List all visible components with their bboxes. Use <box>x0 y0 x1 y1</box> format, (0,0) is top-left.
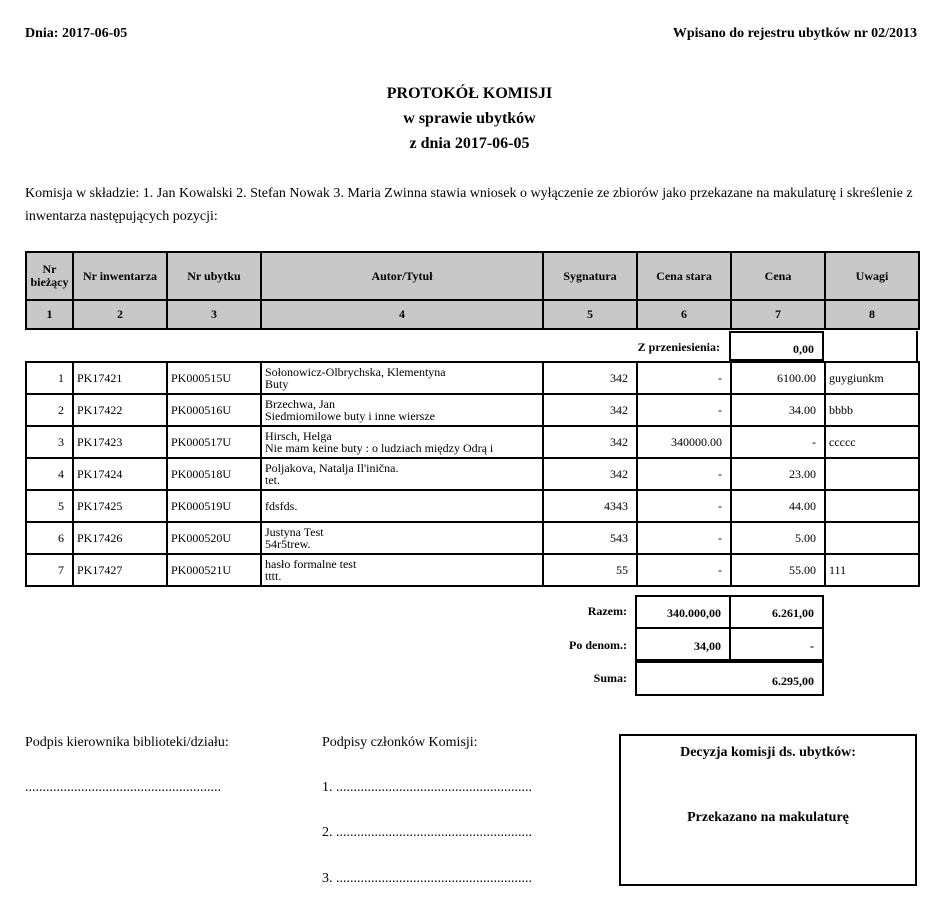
table-row <box>26 362 919 394</box>
table-row <box>26 490 919 522</box>
sum-label: Suma: <box>593 671 627 685</box>
price-cell: 44.00 <box>731 490 825 522</box>
old-price-cell: - <box>637 394 731 426</box>
title-text: Siedmiomilowe buty i inne wiersze <box>265 409 435 423</box>
inventory-number-cell: PK17424 <box>73 458 167 490</box>
title-text: tet. <box>265 473 280 487</box>
author-title-cell <box>261 554 543 586</box>
document-date: Dnia: 2017-06-05 <box>25 26 128 41</box>
author-text: Brzechwa, Jan <box>265 397 335 411</box>
table-row <box>26 554 919 586</box>
sum-value: 6.295,00 <box>635 661 824 696</box>
loss-number-cell: PK000515U <box>167 362 261 394</box>
notes-cell: 111 <box>825 554 919 586</box>
table-row <box>26 394 919 426</box>
inventory-number-cell: PK17421 <box>73 362 167 394</box>
col-number: 1 <box>26 300 73 329</box>
row-number-cell: 3 <box>26 426 73 458</box>
notes-cell <box>825 458 919 490</box>
decision-text: Przekazano na makulaturę <box>687 810 849 825</box>
loss-number-cell: PK000516U <box>167 394 261 426</box>
old-price-cell: - <box>637 490 731 522</box>
price-cell: 6100.00 <box>731 362 825 394</box>
inventory-number-cell: PK17426 <box>73 522 167 554</box>
loss-number-cell: PK000517U <box>167 426 261 458</box>
col-number: 4 <box>261 300 543 329</box>
member-signature-line-3: 3. ........................................................ <box>322 871 532 886</box>
author-text: Hirsch, Helga <box>265 429 332 443</box>
carry-over-label: Z przeniesienia: <box>637 340 720 354</box>
table-row <box>26 522 919 554</box>
loss-number-cell: PK000520U <box>167 522 261 554</box>
signature-cell: 342 <box>543 362 637 394</box>
notes-cell: ccccc <box>825 426 919 458</box>
signature-cell: 543 <box>543 522 637 554</box>
row-number-cell: 2 <box>26 394 73 426</box>
notes-cell: bbbb <box>825 394 919 426</box>
col-number: 2 <box>73 300 167 329</box>
signature-cell: 342 <box>543 426 637 458</box>
signature-cell: 4343 <box>543 490 637 522</box>
title-text: Nie mam keine buty : o ludziach między Odrą i <box>265 441 494 455</box>
author-title-cell <box>261 362 543 394</box>
col-header-old-price: Cena stara <box>637 252 731 300</box>
row-number-cell: 1 <box>26 362 73 394</box>
price-cell: - <box>731 426 825 458</box>
loss-number-cell: PK000519U <box>167 490 261 522</box>
col-number: 8 <box>825 300 919 329</box>
total-old-price: 340.000,00 <box>635 595 731 629</box>
member-signature-line-2: 2. ........................................................ <box>322 825 532 840</box>
notes-cell: guygiunkm <box>825 362 919 394</box>
author-text: Poljakova, Natalja Il'inična. <box>265 461 399 475</box>
table-row <box>26 426 919 458</box>
author-text: hasło formalne test <box>265 557 357 571</box>
col-header-author-title: Autor/Tytuł <box>261 252 543 300</box>
total-label: Razem: <box>587 604 627 618</box>
table-row <box>26 458 919 490</box>
row-number-cell: 4 <box>26 458 73 490</box>
col-header-signature: Sygnatura <box>543 252 637 300</box>
inventory-number-cell: PK17423 <box>73 426 167 458</box>
decision-box <box>619 734 917 886</box>
col-header-inventory: Nr inwentarza <box>73 252 167 300</box>
row-number-cell: 5 <box>26 490 73 522</box>
col-header-notes: Uwagi <box>825 252 919 300</box>
col-number: 5 <box>543 300 637 329</box>
price-cell: 55.00 <box>731 554 825 586</box>
loss-number-cell: PK000518U <box>167 458 261 490</box>
manager-signature-label: Podpis kierownika biblioteki/działu: <box>25 735 229 750</box>
register-number: Wpisano do rejestru ubytków nr 02/2013 <box>672 26 917 41</box>
denomination-price: - <box>729 627 824 661</box>
col-number: 7 <box>731 300 825 329</box>
row-number-cell: 7 <box>26 554 73 586</box>
old-price-cell: - <box>637 554 731 586</box>
author-title-cell <box>261 522 543 554</box>
carry-over-notes-cell <box>822 331 918 361</box>
doc-subtitle: w sprawie ubytków <box>403 110 536 127</box>
denomination-old-price: 34,00 <box>635 627 731 661</box>
price-cell: 5.00 <box>731 522 825 554</box>
carry-over-value: 0,00 <box>729 331 824 361</box>
member-signature-line-1: 1. ........................................................ <box>322 780 532 795</box>
title-text: Buty <box>265 377 289 391</box>
col-header-price: Cena <box>731 252 825 300</box>
author-text: Sołonowicz-Olbrychska, Klementyna <box>265 365 446 379</box>
loss-number-cell: PK000521U <box>167 554 261 586</box>
doc-date-line: z dnia 2017-06-05 <box>409 135 530 152</box>
title-text: 54r5trew. <box>265 537 311 551</box>
signature-cell: 55 <box>543 554 637 586</box>
signature-cell: 342 <box>543 394 637 426</box>
signature-cell: 342 <box>543 458 637 490</box>
inventory-number-cell: PK17425 <box>73 490 167 522</box>
old-price-cell: 340000.00 <box>637 426 731 458</box>
col-header-nr: Nr bieżący <box>26 252 73 300</box>
author-title-cell <box>261 426 543 458</box>
author-text: Justyna Test <box>265 525 324 539</box>
old-price-cell: - <box>637 458 731 490</box>
notes-cell <box>825 490 919 522</box>
author-title-cell <box>261 458 543 490</box>
old-price-cell: - <box>637 522 731 554</box>
price-cell: 23.00 <box>731 458 825 490</box>
col-number: 3 <box>167 300 261 329</box>
manager-signature-line: ........................................................ <box>25 780 221 795</box>
items-table <box>25 361 920 587</box>
col-number: 6 <box>637 300 731 329</box>
decision-title: Decyzja komisji ds. ubytków: <box>680 745 856 760</box>
members-signature-label: Podpisy członków Komisji: <box>322 735 478 750</box>
author-title-cell <box>261 490 543 522</box>
old-price-cell: - <box>637 362 731 394</box>
author-text: fdsfds. <box>265 499 298 513</box>
price-cell: 34.00 <box>731 394 825 426</box>
row-number-cell: 6 <box>26 522 73 554</box>
intro-text: Komisja w składzie: 1. Jan Kowalski 2. Stefan Nowak 3. Maria Zwinna stawia wniosek o wyłączenie ze zbiorów jako przekazane na makulaturę i skreślenie z inwentarza następujących pozycji: <box>25 186 913 224</box>
doc-title: PROTOKÓŁ KOMISJI <box>386 85 553 102</box>
author-title-cell <box>261 394 543 426</box>
notes-cell <box>825 522 919 554</box>
table-header <box>25 251 920 330</box>
denomination-label: Po denom.: <box>569 638 627 652</box>
col-header-loss-number: Nr ubytku <box>167 252 261 300</box>
inventory-number-cell: PK17422 <box>73 394 167 426</box>
title-text: tttt. <box>265 569 282 583</box>
inventory-number-cell: PK17427 <box>73 554 167 586</box>
total-price: 6.261,00 <box>729 595 824 629</box>
